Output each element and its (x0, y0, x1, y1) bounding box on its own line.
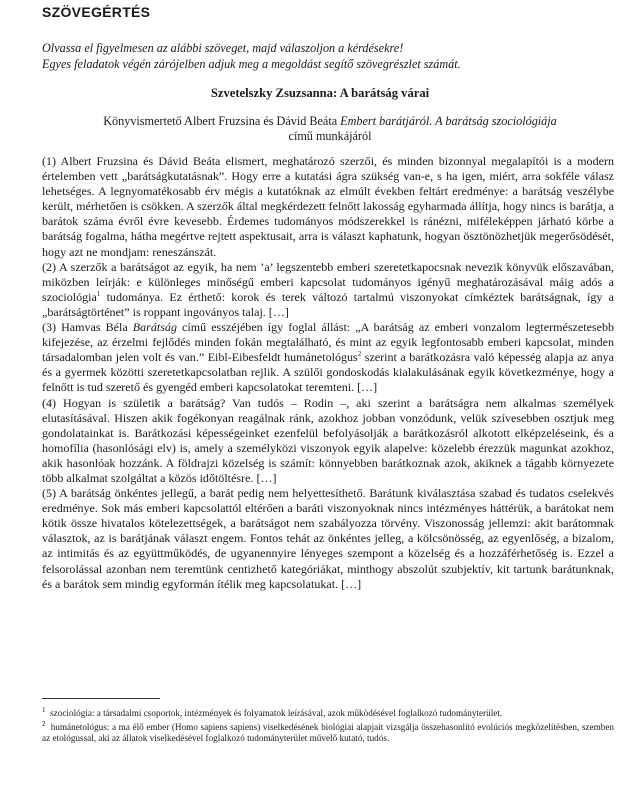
paragraph-3-text: szerint a barátkozásra való képesség alapja az anya és a gyermek közötti szeretetkapcsolatban rejlik. A szülői gondoskodás kialakulásának egyik következménye, hogy a felnőtt is tud szerető és gyengéd emberi kapcsolatokat teremteni. […] (42, 350, 615, 395)
article-subtitle (60, 114, 600, 144)
instruction-line: Olvassa el figyelmesen az alábbi szöveget, majd válaszoljon a kérdésekre! (42, 41, 404, 55)
subtitle-tail: című munkájáról (288, 129, 372, 143)
paragraph-2 (42, 260, 614, 320)
paragraph-3-text: (3) Hamvas Béla (42, 320, 133, 335)
footnotes (42, 705, 614, 747)
footnote-2 (42, 719, 614, 745)
instructions (42, 40, 612, 72)
footnote-mark: 1 (42, 705, 46, 714)
footnote-text: humánetológus: a ma élő ember (Homo sapiens sapiens) viselkedésének biológiai alapjait vizsgálja összehasonlító evolúciós megközelítésben, szemben az etológussal, aki az állatok viselkedésével foglalkozó tudományterület művelő kutató, tudós. (42, 721, 614, 744)
footnote-ref-2: 2 (357, 350, 362, 359)
subtitle-book-title: Embert barátjáról. A barátság szociológiája (340, 114, 557, 128)
footnote-mark: 2 (42, 719, 46, 728)
paragraph-3 (42, 320, 614, 395)
section-heading: SZÖVEGÉRTÉS (42, 4, 151, 20)
paragraph-2-text: tudománya. Ez érthető: korok és terek változó tartalmú viszonyokat címkéztek barátságnak, így a „barátságtörténet” is roppant ingoványos talaj. […] (42, 289, 614, 319)
footnote-ref-1: 1 (96, 289, 101, 298)
essay-title: Barátság (132, 320, 177, 335)
instruction-line: Egyes feladatok végén zárójelben adjuk meg a megoldást segítő szövegrészlet számát. (42, 57, 461, 71)
paragraph-3-text: című esszéjében így foglal állást: „A barátság az emberi vonzalom legtermészetesebb kifejezése, az érzelmi fejlődés minden fokán megtalálható, és mint az egyik legfontosabb emberi kapcsolat, minden társadalomban jelen volt és van.” Eibl-Eibesfeldt humánetológus (42, 320, 614, 365)
article-title: Szvetelszky Zsuzsanna: A barátság várai (210, 86, 430, 100)
article-body (42, 154, 614, 592)
paragraph-5: (5) A barátság önkéntes jellegű, a barát pedig nem helyettesíthető. Barátunk kiválasztása szabad és tudatos cselekvés eredménye. Sok más emberi kapcsolattól eltérően a baráti viszonyoknak nincs intézményes háttérük, a barátokat nem kötik össze hivatalos kötelezettségek, a barátságot nem szabályozza törvény. Viszonosság jellemzi: akit barátomnak választok, az is barátjának választ engem. Fontos tehát az önkéntes jelleg, a kölcsönösség, az egyenlőség, a bizalom, az intimitás és az együttműködés, de ugyanennyire lényeges szempont a közelség és a hozzáférhetőség is. Ezzel a felsorolással azonban nem teremtünk centizhető kategóriákat, minthogy abszolút szubjektív, kit tartunk barátunknak, és a barátok sem mindig egyformán ítélik meg kapcsolatukat. […] (42, 486, 614, 591)
paragraph-1: (1) Albert Fruzsina és Dávid Beáta elismert, meghatározó szerzői, és minden bizonnyal megalapítói is a modern értelemben vett „barátságkutatásnak”. Hogy erre a kutatási ágra szükség van-e, s ha igen, miért, arra sokféle válasz lehetséges. A legnyomatékosabb érv mégis a kutatóknak az elmúlt években feltárt eredménye: a barátság veszélybe került, mérhetően is csökken. A szerzők által megkérdezett felnőtt lakosság egyharmada állítja, hogy nincs is barátja, a barátok száma évről évre kevesebb. Érdemes tudományos módszerekkel is ránézni, miféleképpen járható körbe a barátság fogalma, hátha megértve rejtett aspektusait, arra is választ kaphatunk, hogyan ösztönözhetjük megerősödését, hogy azt ne mondjam: reneszánszát. (42, 154, 614, 259)
paragraph-2-text: (2) A szerzők a barátságot az egyik, ha nem ’a’ legszentebb emberi szeretetkapocsnak nevezik könyvük előszavában, miközben leírják: e különleges minőségű emberi kapcsolat tudományos igényű meghatározásával máig adós a szociológia (42, 259, 614, 304)
paragraph-4: (4) Hogyan is születik a barátság? Van tudós – Rodin –, aki szerint a barátságra nem alkalmas személyek elutasításával. Hiszen akik fogékonyan reagálnak ránk, azokhoz jobban vonzódunk, velük szívesebben osztjuk meg gondolatainkat is. Barátkozási képességeinket ezenfelül befolyásolják a barátkozásról alkotott elképzeléseink, és a homofília (hasonlósági elv) is, amely a személyközi viszonyok egyik alapelve: közelebb érezzük magunkat azokhoz, akik hasonlóak hozzánk. A földrajzi közelség is számít: könnyebben barátkoznak azok, akiknek a tágabb környezete több alkalmat szolgáltat a közös időtöltésre. […] (42, 395, 614, 485)
footnote-1 (42, 705, 614, 720)
footnote-text: szociológia: a társadalmi csoportok, intézmények és folyamatok leírásával, azok működésével foglalkozó tudományterület. (50, 708, 503, 718)
footnote-divider (42, 698, 160, 699)
subtitle-lead: Könyvismertető Albert Fruzsina és Dávid Beáta (103, 114, 341, 128)
